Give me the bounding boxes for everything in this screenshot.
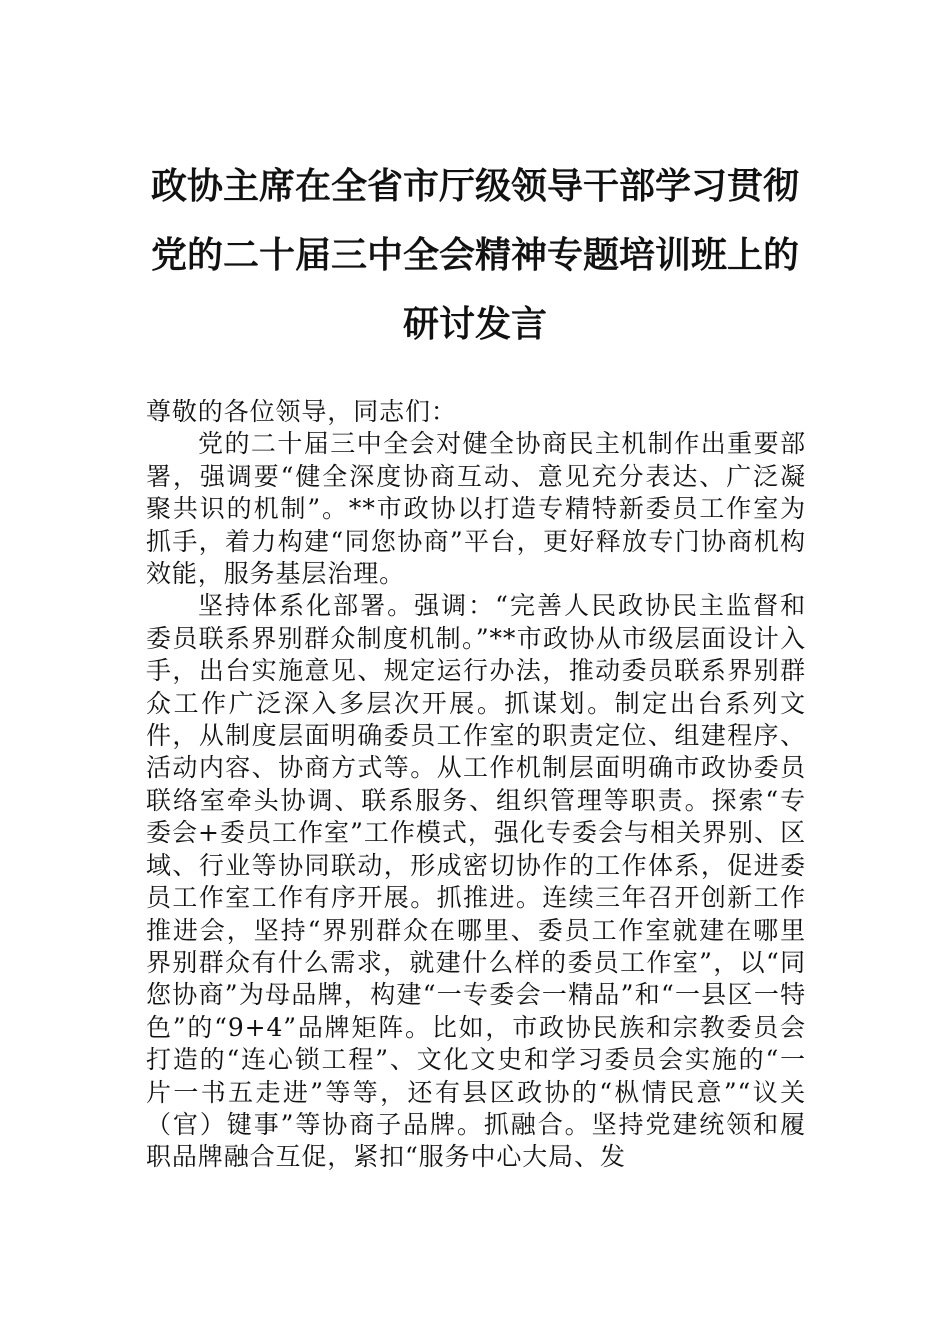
title-line-2: 党的二十届三中全会精神专题培训班上的 (150, 234, 799, 276)
title-line-3: 研讨发言 (402, 303, 547, 345)
salutation: 尊敬的各位领导，同志们： (146, 397, 457, 426)
paragraph-2: 坚持体系化部署。强调：“完善人民政协民主监督和委员联系界别群众制度机制。”**市政协从市级层面设计入手，出台实施意见、规定运行办法，推动委员联系界别群众工作广泛深入多层次开展。抓谋划。制定出台系列文件，从制度层面明确委员工作室的职责定位、组建程序、活动内容、协商方式等。从工作机制层面明确市政协委员联络室牵头协调、联系服务、组织管理等职责。探索“专委会+委员工作室”工作模式，强化专委会与相关界别、区域、行业等协同联动，形成密切协作的工作体系，促进委员工作室工作有序开展。抓推进。连续三年召开创新工作推进会，坚持“界别群众在哪里、委员工作室就建在哪里界别群众有什么需求，就建什么样的委员工作室”，以“同您协商”为母品牌，构建“一专委会一精品”和“一县区一特色”的“9+4”品牌矩阵。比如，市政协民族和宗教委员会打造的“连心锁工程”、文化文史和学习委员会实施的“一片一书五走进”等等，还有县区政协的“枞情民意”“议关（官）键事”等协商子品牌。抓融合。坚持党建统领和履职品牌融合互促，紧扣“服务中心大局、发 (146, 591, 806, 1172)
document-title (140, 152, 810, 359)
paragraph-1: 党的二十届三中全会对健全协商民主机制作出重要部署，强调要“健全深度协商互动、意见充分表达、广泛凝聚共识的机制”。**市政协以打造专精特新委员工作室为抓手，着力构建“同您协商”平台，更好释放专门协商机构效能，服务基层治理。 (146, 429, 806, 589)
title-line-1: 政协主席在全省市厅级领导干部学习贯彻 (150, 165, 799, 207)
document-body (146, 396, 806, 1174)
